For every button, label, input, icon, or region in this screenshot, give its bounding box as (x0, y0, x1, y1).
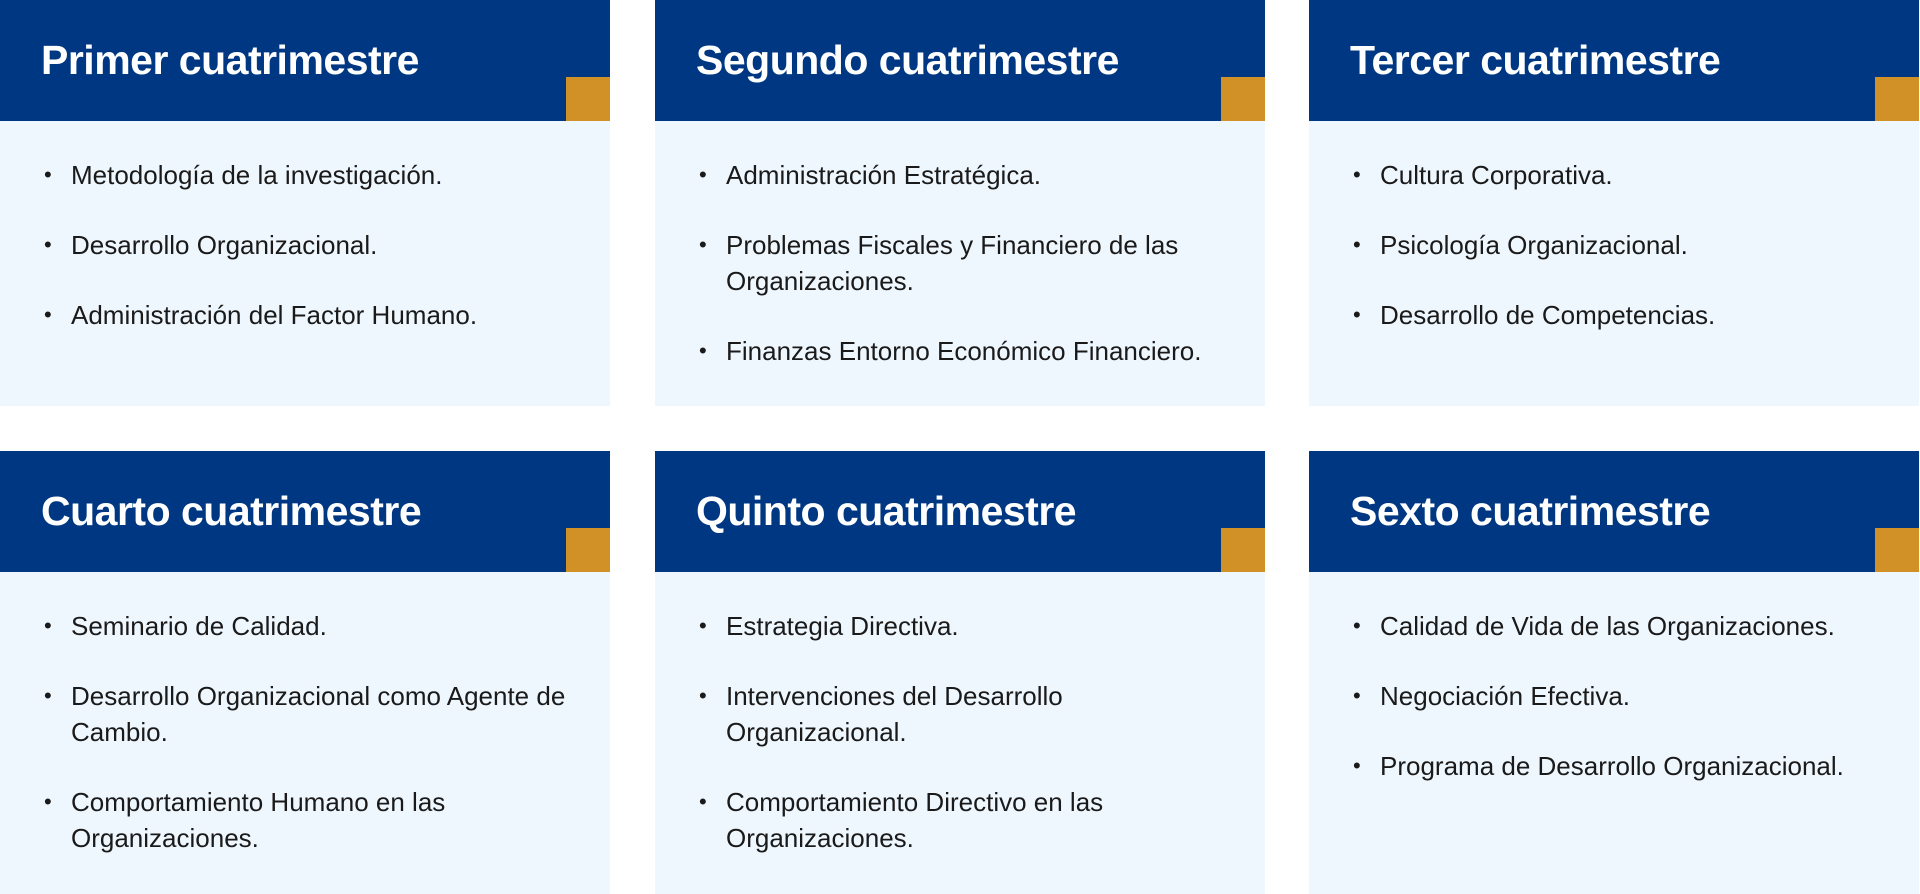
bullet-dot-icon: • (44, 613, 52, 638)
bullet-dot-icon: • (699, 613, 707, 638)
bullet-dot-icon: • (699, 789, 707, 814)
accent-square (1875, 528, 1919, 572)
course-item (41, 297, 580, 333)
course-name: Programa de Desarrollo Organizacional. (1380, 751, 1844, 781)
bullet-dot-icon: • (699, 232, 707, 257)
card-quinto-cuatrimestre (655, 451, 1265, 894)
course-list (1309, 121, 1919, 333)
card-header (0, 0, 610, 121)
card-title: Tercer cuatrimestre (1350, 37, 1721, 83)
card-tercer-cuatrimestre (1309, 0, 1919, 406)
card-segundo-cuatrimestre (655, 0, 1265, 406)
course-item (1350, 678, 1889, 714)
course-list (655, 572, 1265, 856)
course-list (655, 121, 1265, 369)
course-name: Cultura Corporativa. (1380, 160, 1613, 190)
course-name: Finanzas Entorno Económico Financiero. (726, 336, 1202, 366)
course-list (0, 121, 610, 333)
bullet-dot-icon: • (44, 302, 52, 327)
course-item (696, 608, 1235, 644)
bullet-dot-icon: • (699, 338, 707, 363)
bullet-dot-icon: • (44, 683, 52, 708)
course-name: Seminario de Calidad. (71, 611, 327, 641)
course-name: Administración del Factor Humano. (71, 300, 478, 330)
accent-square (566, 77, 610, 121)
course-name: Comportamiento Humano en las Organizaciones. (71, 787, 446, 853)
course-item (1350, 227, 1889, 263)
bullet-dot-icon: • (1353, 753, 1361, 778)
accent-square (1221, 77, 1265, 121)
card-sexto-cuatrimestre (1309, 451, 1919, 894)
course-item (696, 678, 1235, 750)
card-header (655, 451, 1265, 572)
course-list (0, 572, 610, 856)
bullet-dot-icon: • (1353, 302, 1361, 327)
course-item (41, 784, 580, 856)
card-header (1309, 0, 1919, 121)
card-title: Segundo cuatrimestre (696, 37, 1119, 83)
card-header (1309, 451, 1919, 572)
course-item (696, 784, 1235, 856)
bullet-dot-icon: • (44, 232, 52, 257)
course-name: Comportamiento Directivo en las Organizaciones. (726, 787, 1104, 853)
bullet-dot-icon: • (699, 683, 707, 708)
course-name: Calidad de Vida de las Organizaciones. (1380, 611, 1835, 641)
course-name: Intervenciones del Desarrollo Organizacional. (726, 681, 1063, 747)
course-name: Desarrollo de Competencias. (1380, 300, 1716, 330)
course-item (1350, 748, 1889, 784)
bullet-dot-icon: • (44, 789, 52, 814)
course-name: Administración Estratégica. (726, 160, 1042, 190)
course-item (41, 227, 580, 263)
card-primer-cuatrimestre (0, 0, 610, 406)
card-title: Cuarto cuatrimestre (41, 488, 422, 534)
accent-square (1221, 528, 1265, 572)
card-header (0, 451, 610, 572)
bullet-dot-icon: • (44, 162, 52, 187)
course-name: Negociación Efectiva. (1380, 681, 1631, 711)
bullet-dot-icon: • (1353, 232, 1361, 257)
card-title: Quinto cuatrimestre (696, 488, 1077, 534)
course-name: Desarrollo Organizacional como Agente de Cambio. (71, 681, 566, 747)
course-list (1309, 572, 1919, 784)
card-cuarto-cuatrimestre (0, 451, 610, 894)
course-item (41, 678, 580, 750)
card-header (655, 0, 1265, 121)
course-name: Desarrollo Organizacional. (71, 230, 378, 260)
course-item (1350, 157, 1889, 193)
bullet-dot-icon: • (1353, 613, 1361, 638)
card-title: Primer cuatrimestre (41, 37, 419, 83)
course-item (696, 227, 1235, 299)
course-item (41, 608, 580, 644)
course-item (696, 157, 1235, 193)
bullet-dot-icon: • (699, 162, 707, 187)
course-name: Psicología Organizacional. (1380, 230, 1688, 260)
course-name: Estrategia Directiva. (726, 611, 959, 641)
card-title: Sexto cuatrimestre (1350, 488, 1711, 534)
bullet-dot-icon: • (1353, 683, 1361, 708)
course-item (696, 333, 1235, 369)
course-name: Problemas Fiscales y Financiero de las Organizaciones. (726, 230, 1179, 296)
accent-square (566, 528, 610, 572)
bullet-dot-icon: • (1353, 162, 1361, 187)
course-item (1350, 608, 1889, 644)
course-item (1350, 297, 1889, 333)
course-item (41, 157, 580, 193)
accent-square (1875, 77, 1919, 121)
course-name: Metodología de la investigación. (71, 160, 443, 190)
